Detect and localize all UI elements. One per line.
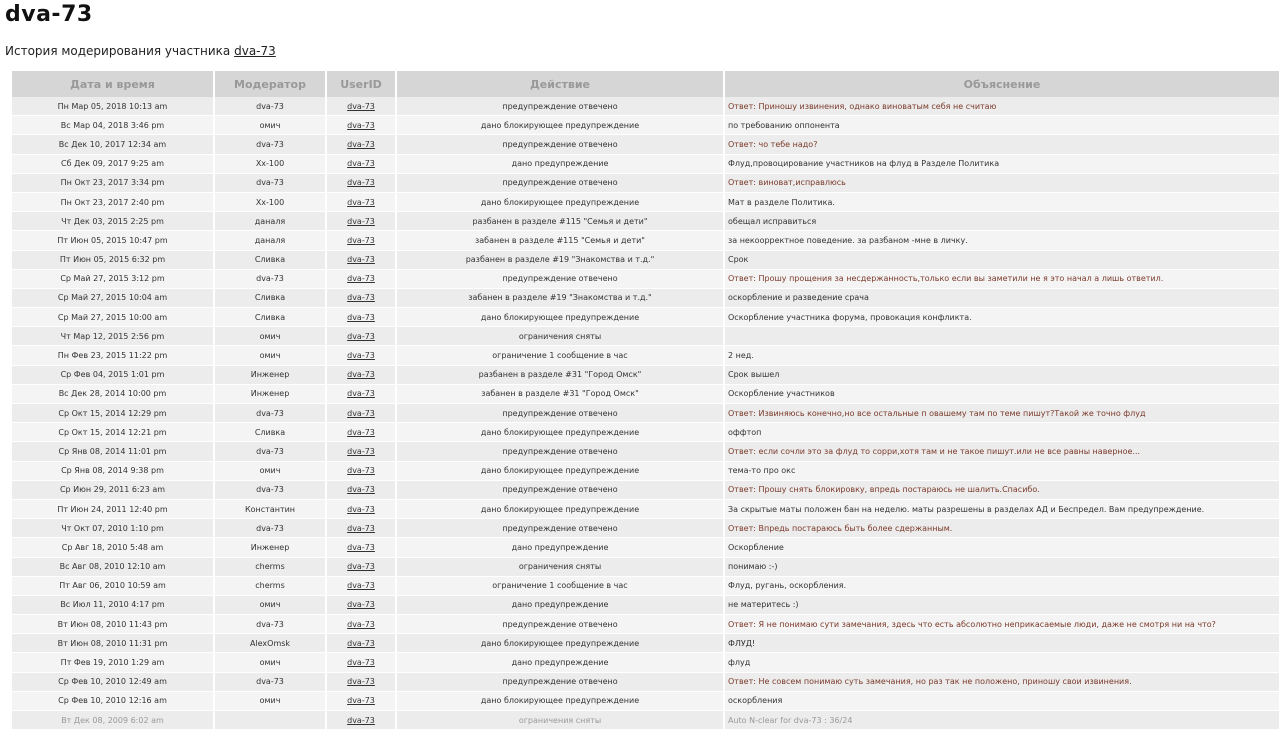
cell-moderator: dva-73 (214, 404, 326, 423)
cell-action: предупреждение отвечено (396, 173, 724, 192)
userid-link[interactable]: dva-73 (347, 677, 375, 687)
userid-link[interactable]: dva-73 (347, 274, 375, 284)
cell-date: Пт Июн 05, 2015 10:47 pm (12, 231, 214, 250)
cell-action: предупреждение отвечено (396, 442, 724, 461)
userid-link[interactable]: dva-73 (347, 542, 375, 552)
cell-explanation: тема-то про окс (724, 461, 1280, 480)
userid-link[interactable]: dva-73 (347, 235, 375, 245)
userid-link[interactable]: dva-73 (347, 312, 375, 322)
cell-action: ограничение 1 сообщение в час (396, 346, 724, 365)
cell-action: ограничение 1 сообщение в час (396, 576, 724, 595)
userid-link[interactable]: dva-73 (347, 600, 375, 610)
table-row (12, 288, 1280, 307)
cell-moderator: Сливка (214, 423, 326, 442)
cell-userid (326, 672, 396, 691)
userid-link[interactable]: dva-73 (347, 523, 375, 533)
cell-explanation: Ответ: если сочли это за флуд то сорри,хотя там и не такое пишут.или не все равны наверное... (724, 442, 1280, 461)
cell-userid (326, 231, 396, 250)
cell-explanation: Ответ: Приношу извинения, однако виноватым себя не считаю (724, 97, 1280, 116)
cell-userid (326, 442, 396, 461)
cell-date: Пт Июн 24, 2011 12:40 pm (12, 499, 214, 518)
cell-action: дано блокирующее предупреждение (396, 116, 724, 135)
userid-link[interactable]: dva-73 (347, 216, 375, 226)
cell-userid (326, 116, 396, 135)
cell-date: Чт Дек 03, 2015 2:25 pm (12, 212, 214, 231)
cell-date: Вт Дек 08, 2009 6:02 am (12, 711, 214, 730)
cell-userid (326, 288, 396, 307)
cell-explanation: оффтоп (724, 423, 1280, 442)
userid-link[interactable]: dva-73 (347, 446, 375, 456)
cell-action: разбанен в разделе #115 "Семья и дети" (396, 212, 724, 231)
cell-userid (326, 404, 396, 423)
cell-userid (326, 365, 396, 384)
userid-link[interactable]: dva-73 (347, 389, 375, 399)
cell-moderator: омич (214, 691, 326, 710)
cell-moderator: dva-73 (214, 480, 326, 499)
cell-action: дано блокирующее предупреждение (396, 499, 724, 518)
userid-link[interactable]: dva-73 (347, 159, 375, 169)
cell-userid (326, 691, 396, 710)
table-row (12, 97, 1280, 116)
cell-moderator: омич (214, 653, 326, 672)
cell-date: Ср Май 27, 2015 10:04 am (12, 288, 214, 307)
cell-explanation: За скрытые маты положен бан на неделю. маты разрешены в разделах АД и Беспредел. Вам предупреждение. (724, 499, 1280, 518)
cell-explanation: Ответ: Впредь постараюсь быть более сдержанным. (724, 519, 1280, 538)
table-row (12, 595, 1280, 614)
userid-link[interactable]: dva-73 (347, 197, 375, 207)
userid-link[interactable]: dva-73 (347, 139, 375, 149)
cell-userid (326, 711, 396, 730)
cell-userid (326, 653, 396, 672)
cell-userid (326, 576, 396, 595)
cell-explanation: флуд (724, 653, 1280, 672)
cell-moderator: dva-73 (214, 672, 326, 691)
cell-userid (326, 308, 396, 327)
cell-moderator: Сливка (214, 288, 326, 307)
userid-link[interactable]: dva-73 (347, 658, 375, 668)
userid-link[interactable]: dva-73 (347, 427, 375, 437)
cell-explanation: Ответ: виноват,исправлюсь (724, 173, 1280, 192)
cell-date: Ср Авг 18, 2010 5:48 am (12, 538, 214, 557)
userid-link[interactable]: dva-73 (347, 255, 375, 265)
cell-action: разбанен в разделе #31 "Город Омск" (396, 365, 724, 384)
cell-action: забанен в разделе #31 "Город Омск" (396, 384, 724, 403)
cell-action: предупреждение отвечено (396, 672, 724, 691)
cell-userid (326, 212, 396, 231)
cell-userid (326, 384, 396, 403)
cell-userid (326, 538, 396, 557)
table-row (12, 653, 1280, 672)
table-row (12, 269, 1280, 288)
cell-moderator: омич (214, 461, 326, 480)
table-row (12, 691, 1280, 710)
cell-action: дано предупреждение (396, 653, 724, 672)
moderation-history-container (12, 71, 1280, 730)
table-row (12, 442, 1280, 461)
cell-action: забанен в разделе #19 "Знакомства и т.д." (396, 288, 724, 307)
cell-action: дано предупреждение (396, 154, 724, 173)
table-row (12, 250, 1280, 269)
userid-link[interactable]: dva-73 (347, 466, 375, 476)
userid-link[interactable]: dva-73 (347, 331, 375, 341)
cell-action: дано блокирующее предупреждение (396, 634, 724, 653)
table-row (12, 404, 1280, 423)
cell-moderator: dva-73 (214, 519, 326, 538)
cell-date: Пт Авг 06, 2010 10:59 am (12, 576, 214, 595)
userid-link[interactable]: dva-73 (347, 619, 375, 629)
cell-userid (326, 250, 396, 269)
table-body (12, 97, 1280, 730)
cell-explanation: Оскорбление участника форума, провокация конфликта. (724, 308, 1280, 327)
cell-userid (326, 135, 396, 154)
cell-date: Ср Окт 15, 2014 12:21 pm (12, 423, 214, 442)
table-row (12, 461, 1280, 480)
table-row (12, 135, 1280, 154)
cell-moderator: омич (214, 327, 326, 346)
cell-explanation: Ответ: чо тебе надо? (724, 135, 1280, 154)
moderation-history-table (12, 71, 1280, 730)
cell-date: Вс Июл 11, 2010 4:17 pm (12, 595, 214, 614)
cell-explanation: Ответ: Извиняюсь конечно,но все остальные п овашему там по теме пишут?Такой же точно флуд (724, 404, 1280, 423)
table-row (12, 116, 1280, 135)
cell-date: Пн Окт 23, 2017 3:34 pm (12, 173, 214, 192)
cell-date: Вт Июн 08, 2010 11:31 pm (12, 634, 214, 653)
cell-explanation: Мат в разделе Политика. (724, 192, 1280, 211)
cell-moderator: Инженер (214, 365, 326, 384)
header-explanation[interactable]: Объяснение (724, 71, 1280, 97)
cell-action: ограничения сняты (396, 557, 724, 576)
cell-date: Ср Фев 04, 2015 1:01 pm (12, 365, 214, 384)
userid-link[interactable]: dva-73 (347, 351, 375, 361)
userid-link[interactable]: dva-73 (347, 696, 375, 706)
cell-explanation: понимаю :-) (724, 557, 1280, 576)
cell-action: разбанен в разделе #19 "Знакомства и т.д." (396, 250, 724, 269)
table-row (12, 634, 1280, 653)
cell-moderator (214, 711, 326, 730)
userid-link[interactable]: dva-73 (347, 293, 375, 303)
header-moderator[interactable]: Модератор (214, 71, 326, 97)
cell-explanation: Флуд, ругань, оскорбления. (724, 576, 1280, 595)
cell-explanation: обещал исправиться (724, 212, 1280, 231)
userid-link[interactable]: dva-73 (347, 715, 375, 725)
userid-link[interactable]: dva-73 (347, 408, 375, 418)
cell-action: дано предупреждение (396, 538, 724, 557)
cell-moderator: dva-73 (214, 615, 326, 634)
cell-moderator: даналя (214, 231, 326, 250)
cell-date: Ср Фев 10, 2010 12:16 am (12, 691, 214, 710)
cell-moderator: cherms (214, 576, 326, 595)
userid-link[interactable]: dva-73 (347, 581, 375, 591)
cell-moderator: dva-73 (214, 269, 326, 288)
cell-explanation: не материтесь :) (724, 595, 1280, 614)
cell-date: Ср Янв 08, 2014 9:38 pm (12, 461, 214, 480)
cell-date: Ср Фев 10, 2010 12:49 am (12, 672, 214, 691)
cell-date: Сб Дек 09, 2017 9:25 am (12, 154, 214, 173)
cell-moderator: омич (214, 346, 326, 365)
subtitle-user-link[interactable]: dva-73 (234, 44, 276, 58)
cell-moderator: AlexOmsk (214, 634, 326, 653)
table-header-row (12, 71, 1280, 97)
cell-action: забанен в разделе #115 "Семья и дети" (396, 231, 724, 250)
cell-action: предупреждение отвечено (396, 519, 724, 538)
table-row (12, 576, 1280, 595)
table-row (12, 672, 1280, 691)
cell-action: предупреждение отвечено (396, 269, 724, 288)
cell-explanation: Auto N-clear for dva-73 : 36/24 (724, 711, 1280, 730)
cell-action: ограничения сняты (396, 711, 724, 730)
cell-explanation: Срок вышел (724, 365, 1280, 384)
cell-moderator: Xx-100 (214, 192, 326, 211)
cell-explanation: Оскорбление (724, 538, 1280, 557)
cell-explanation: Ответ: Не совсем понимаю суть замечания, но раз так не положено, приношу свои извинения. (724, 672, 1280, 691)
table-row (12, 173, 1280, 192)
cell-explanation: Флуд,провоцирование участников на флуд в Разделе Политика (724, 154, 1280, 173)
cell-action: ограничения сняты (396, 327, 724, 346)
cell-explanation: Ответ: Прошу снять блокировку, впредь постараюсь не шалить.Спасибо. (724, 480, 1280, 499)
table-row (12, 192, 1280, 211)
cell-moderator: dva-73 (214, 135, 326, 154)
cell-date: Вт Июн 08, 2010 11:43 pm (12, 615, 214, 634)
table-row (12, 615, 1280, 634)
table-row (12, 711, 1280, 730)
cell-action: предупреждение отвечено (396, 615, 724, 634)
userid-link[interactable]: dva-73 (347, 370, 375, 380)
cell-action: предупреждение отвечено (396, 404, 724, 423)
cell-userid (326, 192, 396, 211)
cell-action: дано предупреждение (396, 595, 724, 614)
table-row (12, 519, 1280, 538)
cell-userid (326, 615, 396, 634)
userid-link[interactable]: dva-73 (347, 120, 375, 130)
table-row (12, 154, 1280, 173)
cell-moderator: cherms (214, 557, 326, 576)
cell-action: предупреждение отвечено (396, 97, 724, 116)
table-row (12, 384, 1280, 403)
cell-date: Чт Окт 07, 2010 1:10 pm (12, 519, 214, 538)
cell-date: Пн Мар 05, 2018 10:13 am (12, 97, 214, 116)
cell-action: предупреждение отвечено (396, 135, 724, 154)
table-row (12, 231, 1280, 250)
userid-link[interactable]: dva-73 (347, 101, 375, 111)
cell-moderator: Сливка (214, 308, 326, 327)
userid-link[interactable]: dva-73 (347, 178, 375, 188)
cell-userid (326, 499, 396, 518)
cell-action: дано блокирующее предупреждение (396, 308, 724, 327)
cell-explanation (724, 327, 1280, 346)
page-subtitle (5, 44, 276, 58)
table-row (12, 365, 1280, 384)
cell-moderator: Константин (214, 499, 326, 518)
cell-explanation: Ответ: Прошу прощения за несдержанность,только если вы заметили не я это начал а лишь ответил. (724, 269, 1280, 288)
cell-date: Пн Фев 23, 2015 11:22 pm (12, 346, 214, 365)
cell-date: Вс Дек 10, 2017 12:34 am (12, 135, 214, 154)
cell-moderator: омич (214, 595, 326, 614)
cell-action: дано блокирующее предупреждение (396, 691, 724, 710)
table-row (12, 346, 1280, 365)
cell-explanation: Оскорбление участников (724, 384, 1280, 403)
cell-date: Вс Мар 04, 2018 3:46 pm (12, 116, 214, 135)
cell-date: Ср Июн 29, 2011 6:23 am (12, 480, 214, 499)
cell-action: дано блокирующее предупреждение (396, 423, 724, 442)
table-row (12, 327, 1280, 346)
cell-date: Ср Янв 08, 2014 11:01 pm (12, 442, 214, 461)
cell-action: предупреждение отвечено (396, 480, 724, 499)
cell-date: Вс Дек 28, 2014 10:00 pm (12, 384, 214, 403)
subtitle-text: История модерирования участника (5, 44, 235, 58)
cell-explanation: ФЛУД! (724, 634, 1280, 653)
cell-userid (326, 154, 396, 173)
header-userid[interactable]: UserID (326, 71, 396, 97)
cell-userid (326, 595, 396, 614)
table-row (12, 480, 1280, 499)
cell-date: Ср Май 27, 2015 3:12 pm (12, 269, 214, 288)
cell-moderator: dva-73 (214, 97, 326, 116)
table-row (12, 557, 1280, 576)
page-title: dva-73 (5, 2, 93, 27)
cell-explanation: оскорбление и разведение срача (724, 288, 1280, 307)
table-row (12, 499, 1280, 518)
cell-explanation: за некоорректное поведение. за разбаном -мне в личку. (724, 231, 1280, 250)
cell-date: Ср Окт 15, 2014 12:29 pm (12, 404, 214, 423)
table-row (12, 423, 1280, 442)
table-row (12, 538, 1280, 557)
userid-link[interactable]: dva-73 (347, 638, 375, 648)
userid-link[interactable]: dva-73 (347, 562, 375, 572)
cell-explanation: оскорбления (724, 691, 1280, 710)
cell-userid (326, 423, 396, 442)
cell-moderator: dva-73 (214, 442, 326, 461)
cell-moderator: dva-73 (214, 173, 326, 192)
header-action[interactable]: Действие (396, 71, 724, 97)
header-date[interactable]: Дата и время (12, 71, 214, 97)
cell-date: Чт Мар 12, 2015 2:56 pm (12, 327, 214, 346)
cell-moderator: даналя (214, 212, 326, 231)
cell-userid (326, 461, 396, 480)
cell-userid (326, 173, 396, 192)
cell-action: дано блокирующее предупреждение (396, 192, 724, 211)
cell-userid (326, 269, 396, 288)
cell-moderator: Сливка (214, 250, 326, 269)
cell-explanation: 2 нед. (724, 346, 1280, 365)
cell-userid (326, 327, 396, 346)
cell-action: дано блокирующее предупреждение (396, 461, 724, 480)
cell-moderator: Xx-100 (214, 154, 326, 173)
cell-date: Пн Окт 23, 2017 2:40 pm (12, 192, 214, 211)
cell-userid (326, 557, 396, 576)
cell-date: Пт Фев 19, 2010 1:29 am (12, 653, 214, 672)
table-row (12, 212, 1280, 231)
cell-moderator: Инженер (214, 538, 326, 557)
cell-explanation: по требованию оппонента (724, 116, 1280, 135)
cell-date: Ср Май 27, 2015 10:00 am (12, 308, 214, 327)
cell-explanation: Срок (724, 250, 1280, 269)
userid-link[interactable]: dva-73 (347, 504, 375, 514)
cell-userid (326, 97, 396, 116)
cell-explanation: Ответ: Я не понимаю сути замечания, здесь что есть абсолютно неприкасаемые люди, даже не смотря ни на что? (724, 615, 1280, 634)
cell-date: Вс Авг 08, 2010 12:10 am (12, 557, 214, 576)
cell-date: Пт Июн 05, 2015 6:32 pm (12, 250, 214, 269)
cell-userid (326, 480, 396, 499)
userid-link[interactable]: dva-73 (347, 485, 375, 495)
cell-userid (326, 634, 396, 653)
table-row (12, 308, 1280, 327)
cell-userid (326, 519, 396, 538)
cell-moderator: омич (214, 116, 326, 135)
cell-userid (326, 346, 396, 365)
cell-moderator: Инженер (214, 384, 326, 403)
